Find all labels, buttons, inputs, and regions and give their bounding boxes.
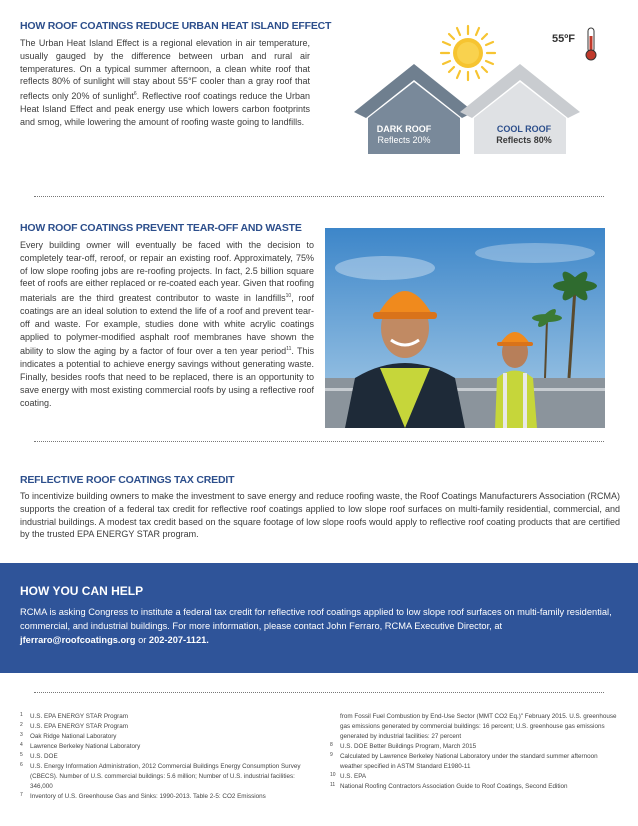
footnote: 3 Oak Ridge National Laboratory xyxy=(20,732,117,740)
section-body-tax-credit: To incentivize building owners to make the investment to save energy and reduce roofing waste, the Roof Coatings Manufacturers Association (RCMA) supports the creation of a federal tax credit for reflective roof coatings applied to low slope roof surfaces on multi-family residential, commercial, and industrial buildings. A modest tax credit based on the square footage of low slope roofs would apply to reflective roof coating products that are certified by the trusted EPA ENERGY STAR program. xyxy=(20,491,620,540)
section-title-tear-off: HOW ROOF COATINGS PREVENT TEAR-OFF AND WASTE xyxy=(20,222,302,234)
contact-phone: 202-207-1121. xyxy=(148,635,209,645)
help-body: RCMA is asking Congress to institute a federal tax credit for reflective roof coatings applied to low slope roof surfaces on multi-family residential, commercial, and industrial buildings. For more information, please contact John Ferraro, RCMA Executive Director, at jferraro@roofcoatings.org or 202-207-1121. xyxy=(20,607,612,645)
workers-photo xyxy=(325,228,605,428)
footnotes-right xyxy=(330,712,620,792)
dark-roof-label: DARK ROOF Reflects 20% xyxy=(376,124,432,145)
help-title: HOW YOU CAN HELP xyxy=(20,584,144,598)
divider xyxy=(34,692,604,693)
temperature-label: 55ºF xyxy=(552,33,575,45)
cool-roof-label: COOL ROOF Reflects 80% xyxy=(496,124,552,145)
divider xyxy=(34,196,604,197)
section-title-tax-credit: REFLECTIVE ROOF COATINGS TAX CREDIT xyxy=(20,474,235,486)
divider xyxy=(34,441,604,442)
thermometer-icon xyxy=(586,28,596,60)
footnote: 6 U.S. Energy Information Administration, 2012 Commercial Buildings Energy Consumption Survey (CBECS). Number of U.S. commercial buildings: 5.6 million; Number of U.S. industrial facilities: 346,000 xyxy=(20,762,301,790)
footnote: 10 U.S. EPA xyxy=(330,772,367,780)
footnote-continued: from Fossil Fuel Combustion by End-Use Sector (MMT CO2 Eq.)" February 2015. U.S. greenhouse gas emissions generated by commercial buildings: 16 percent; U.S. greenhouse gas emissions generated by industrial facilities: 27 percent xyxy=(340,713,617,740)
section-title-heat-island: HOW ROOF COATINGS REDUCE URBAN HEAT ISLAND EFFECT xyxy=(20,20,332,32)
section-body-heat-island: The Urban Heat Island Effect is a regional elevation in air temperature, usually gauged by the difference between urban and rural air temperatures. On a typical summer afternoon, a clean white roof that reflects 80% of sunlight will stay about 55°F cooler than a gray roof that reflects only 20% of sunlight$^6$. Reflective roof coatings reduce the Urban Heat Island Effect and peak energy use which lowers carbon footprints and smog, while lowering the amount of roofing waste going to landfills. xyxy=(20,38,311,127)
footnotes-left xyxy=(20,712,316,802)
footnote: 1 U.S. EPA ENERGY STAR Program xyxy=(20,712,128,720)
sun-icon xyxy=(441,26,495,80)
footnote: 4 Lawrence Berkeley National Laboratory xyxy=(20,742,141,750)
footnote: 5 U.S. DOE xyxy=(20,752,58,760)
footnote: 2 U.S. EPA ENERGY STAR Program xyxy=(20,722,128,730)
section-body-tear-off: Every building owner will eventually be faced with the decision to completely tear-off, reroof, or repair an existing roof. Approximately, 75% of low slope roofing jobs are re-roofing projects. In fact, 2.5 billion square feet of roofs are either replaced or re-coated each year. Given that roofing materials are the third greatest contributor to waste in landfills$^{10}$, roof coatings are an ideal solution to extend the life of a roof and prevent tear-off and waste. For example, studies done with white acrylic coatings applied to polymer-modified asphalt roof membranes have shown the ability to slow the aging by a factor of four over a ten year period$^{11}$. This indicates a potential to achieve energy savings without generating waste. Finally, besides roofs that need to be replaced, there is an opportunity to save energy with most existing commercial roofs by using a reflective roof coating. xyxy=(20,240,314,408)
footnote: 7 Inventory of U.S. Greenhouse Gas and Sinks: 1990-2013. Table 2-5: CO2 Emissions xyxy=(20,792,266,800)
footnote: 8 U.S. DOE Better Buildings Program, March 2015 xyxy=(330,742,477,750)
contact-email-link[interactable]: jferraro@roofcoatings.org xyxy=(20,635,136,645)
footnote: 11 National Roofing Contractors Association Guide to Roof Coatings, Second Edition xyxy=(330,782,568,790)
footnote: 9 Calculated by Lawrence Berkeley National Laboratory under the standard summer afternoon weather specified in ASTM Standard E1980-11 xyxy=(330,752,598,770)
